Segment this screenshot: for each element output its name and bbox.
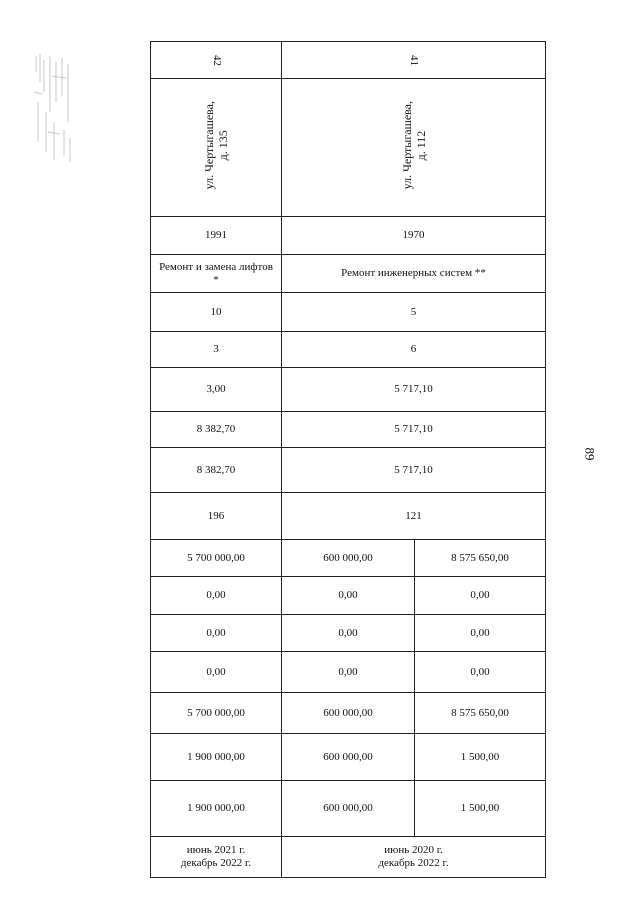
work-type-cell: Ремонт и замена лифтов * [151,255,282,293]
value-cell: 10 [151,293,282,332]
cost-cell: 1 500,00 [415,734,546,781]
cost-cell: 1 900 000,00 [151,781,282,837]
value-cell: 8 382,70 [151,448,282,493]
table-row [151,734,546,781]
cost-cell: 8 575 650,00 [415,540,546,577]
cost-cell: 0,00 [151,652,282,693]
table-row [151,577,546,615]
header-number-cell [151,42,282,79]
table-row [151,693,546,734]
cost-cell: 8 575 650,00 [415,693,546,734]
scan-artifact-mark [30,52,74,164]
cost-cell: 0,00 [415,615,546,652]
cost-cell: 0,00 [415,652,546,693]
cost-cell: 0,00 [282,577,415,615]
header-number: 41 [408,54,420,66]
cost-cell: 600 000,00 [282,540,415,577]
table-row [151,493,546,540]
table-row [151,42,546,79]
cost-cell: 1 900 000,00 [151,734,282,781]
value-cell: 5 717,10 [282,368,546,412]
address-text: ул. Чертыгашева, д. 112 [399,101,428,190]
table-row [151,781,546,837]
value-cell: 6 [282,332,546,368]
value-cell: 121 [282,493,546,540]
value-cell: 5 [282,293,546,332]
table-row [151,615,546,652]
value-cell: 196 [151,493,282,540]
table-row [151,652,546,693]
cost-cell: 0,00 [415,577,546,615]
page-number: 89 [582,447,598,461]
data-table [150,41,546,878]
table-row [151,255,546,293]
cost-cell: 600 000,00 [282,781,415,837]
address-text: ул. Чертыгашева, д. 135 [202,101,230,190]
cost-cell: 5 700 000,00 [151,540,282,577]
header-number: 42 [210,54,223,66]
table-row [151,332,546,368]
address-cell [151,79,282,217]
cost-cell: 600 000,00 [282,734,415,781]
value-cell: 5 717,10 [282,448,546,493]
address-cell [282,79,546,217]
table-row [151,448,546,493]
table-row [151,540,546,577]
cost-cell: 0,00 [282,615,415,652]
cost-cell: 600 000,00 [282,693,415,734]
table-row [151,79,546,217]
table-row [151,412,546,448]
value-cell: 5 717,10 [282,412,546,448]
cost-cell: 1 500,00 [415,781,546,837]
table-row [151,837,546,878]
table-row [151,217,546,255]
year-cell: 1991 [151,217,282,255]
work-type-cell: Ремонт инженерных систем ** [282,255,546,293]
cost-cell: 0,00 [151,615,282,652]
value-cell: 8 382,70 [151,412,282,448]
cost-cell: 5 700 000,00 [151,693,282,734]
value-cell: 3 [151,332,282,368]
cost-cell: 0,00 [151,577,282,615]
period-cell: июнь 2021 г. декабрь 2022 г. [151,837,282,878]
header-number-cell [282,42,546,79]
table-row [151,368,546,412]
cost-cell: 0,00 [282,652,415,693]
table-row [151,293,546,332]
value-cell: 3,00 [151,368,282,412]
period-cell: июнь 2020 г. декабрь 2022 г. [282,837,546,878]
year-cell: 1970 [282,217,546,255]
